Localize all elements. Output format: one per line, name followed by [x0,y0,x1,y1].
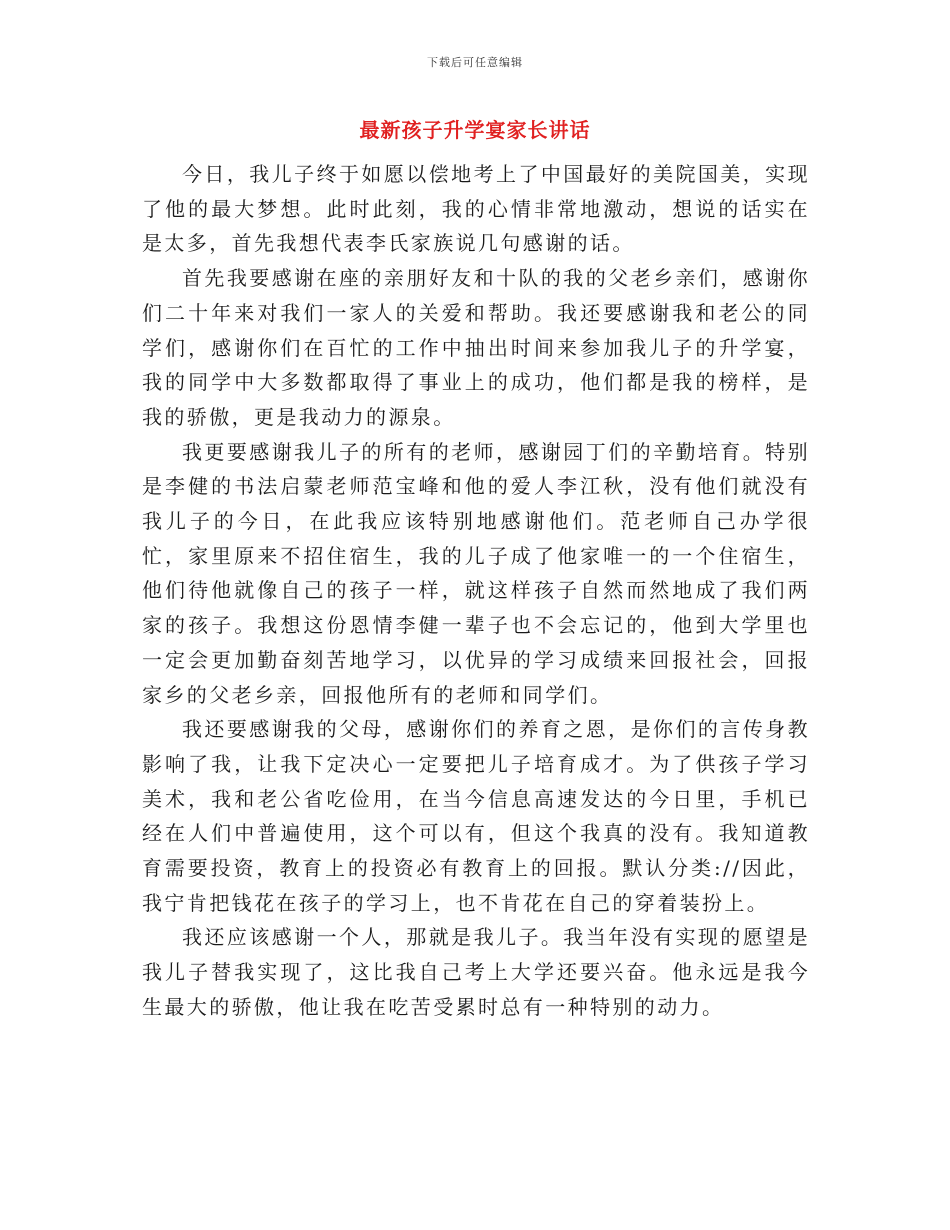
document-title: 最新孩子升学宴家长讲话 [359,118,591,142]
paragraph: 今日，我儿子终于如愿以偿地考上了中国最好的美院国美，实现了他的最大梦想。此时此刻，我的心情非常地激动，想说的话实在是太多，首先我想代表李氏家族说几句感谢的话。 [142,162,810,256]
header-note: 下载后可任意编辑 [427,56,523,69]
paragraph: 我还应该感谢一个人，那就是我儿子。我当年没有实现的愿望是我儿子替我实现了，这比我自己考上大学还要兴奋。他永远是我今生最大的骄傲，他让我在吃苦受累时总有一种特别的动力。 [142,925,810,1019]
document-body [142,157,810,1025]
paragraph: 首先我要感谢在座的亲朋好友和十队的我的父老乡亲们，感谢你们二十年来对我们一家人的关爱和帮助。我还要感谢我和老公的同学们，感谢你们在百忙的工作中抽出时间来参加我儿子的升学宴，我的同学中大多数都取得了事业上的成功，他们都是我的榜样，是我的骄傲，更是我动力的源泉。 [142,266,810,429]
paragraph: 我还要感谢我的父母，感谢你们的养育之恩，是你们的言传身教影响了我，让我下定决心一定要把儿子培育成才。为了供孩子学习美术，我和老公省吃俭用，在当今信息高速发达的今日里，手机已经在人们中普遍使用，这个可以有，但这个我真的没有。我知道教育需要投资，教育上的投资必有教育上的回报。默认分类://因此，我宁肯把钱花在孩子的学习上，也不肯花在自己的穿着装扮上。 [142,717,810,915]
paragraph: 我更要感谢我儿子的所有的老师，感谢园丁们的辛勤培育。特别是李健的书法启蒙老师范宝峰和他的爱人李江秋，没有他们就没有我儿子的今日，在此我应该特别地感谢他们。范老师自己办学很忙，家里原来不招住宿生，我的儿子成了他家唯一的一个住宿生，他们待他就像自己的孩子一样，就这样孩子自然而然地成了我们两家的孩子。我想这份恩情李健一辈子也不会忘记的，他到大学里也一定会更加勤奋刻苦地学习，以优异的学习成绩来回报社会，回报家乡的父老乡亲，回报他所有的老师和同学们。 [142,439,810,707]
